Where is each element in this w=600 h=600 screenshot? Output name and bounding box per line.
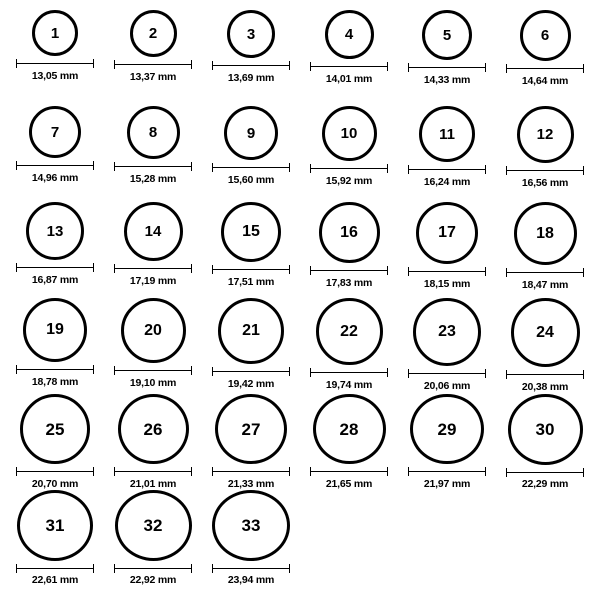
dimension-bar xyxy=(408,467,486,476)
ring-size-number: 26 xyxy=(143,419,163,439)
ring-size-cell xyxy=(202,10,300,106)
ring-circle xyxy=(127,106,180,159)
ring-diameter-label: 22,61 mm xyxy=(31,574,79,586)
dimension-line xyxy=(114,568,192,569)
ring-size-number: 12 xyxy=(536,126,554,143)
dimension-line xyxy=(310,168,388,169)
dimension-line xyxy=(212,167,290,168)
ring-size-cell xyxy=(104,394,202,490)
dimension-bar xyxy=(506,468,584,476)
dimension-tick-right xyxy=(93,161,94,170)
ring-size-number: 30 xyxy=(535,419,555,439)
ring-size-number: 16 xyxy=(340,223,358,241)
ring-diameter-label: 15,60 mm xyxy=(227,174,275,186)
dimension-line xyxy=(310,372,388,373)
ring-diameter-label: 18,78 mm xyxy=(31,376,79,388)
dimension-tick-right xyxy=(289,467,290,476)
dimension-bar xyxy=(16,161,94,170)
ring-size-cell xyxy=(300,10,398,106)
ring-size-number: 31 xyxy=(45,515,65,535)
dimension-tick-right xyxy=(485,369,486,378)
ring-diameter-label: 21,33 mm xyxy=(227,478,275,490)
ring-circle xyxy=(29,106,81,158)
dimension-line xyxy=(408,471,486,472)
ring-size-number: 33 xyxy=(241,515,261,535)
dimension-bar xyxy=(310,62,388,71)
ring-size-number: 1 xyxy=(50,24,60,42)
ring-size-cell xyxy=(496,394,594,490)
ring-circle xyxy=(517,106,574,163)
dimension-line xyxy=(212,471,290,472)
ring-circle xyxy=(130,10,177,57)
dimension-line xyxy=(506,374,584,375)
ring-size-number: 2 xyxy=(148,25,158,42)
dimension-line xyxy=(16,267,94,268)
dimension-bar xyxy=(212,467,290,476)
ring-size-cell xyxy=(202,106,300,202)
ring-diameter-label: 15,92 mm xyxy=(325,175,373,187)
ring-size-number: 29 xyxy=(437,419,457,439)
ring-circle xyxy=(215,394,287,464)
ring-size-cell xyxy=(202,202,300,298)
ring-diameter-label: 23,94 mm xyxy=(227,574,275,586)
ring-size-number: 32 xyxy=(143,515,163,535)
dimension-tick-right xyxy=(289,265,290,274)
ring-diameter-label: 18,15 mm xyxy=(423,278,471,290)
ring-circle xyxy=(313,394,386,464)
ring-size-number: 15 xyxy=(242,223,260,240)
ring-size-number: 8 xyxy=(148,124,158,141)
ring-diameter-label: 20,38 mm xyxy=(521,381,569,393)
dimension-bar xyxy=(506,64,584,73)
dimension-line xyxy=(114,166,192,167)
dimension-tick-right xyxy=(191,162,192,171)
dimension-bar xyxy=(114,162,192,171)
dimension-bar xyxy=(16,564,94,572)
ring-circle xyxy=(316,298,383,365)
ring-diameter-label: 13,05 mm xyxy=(31,70,79,82)
dimension-line xyxy=(16,63,94,64)
ring-size-number: 17 xyxy=(438,224,456,241)
ring-circle xyxy=(212,490,290,561)
dimension-line xyxy=(506,472,584,473)
ring-size-grid xyxy=(6,10,594,586)
ring-diameter-label: 14,64 mm xyxy=(521,75,569,87)
dimension-tick-right xyxy=(485,267,486,276)
dimension-line xyxy=(310,471,388,472)
dimension-tick-right xyxy=(93,564,94,573)
ring-diameter-label: 18,47 mm xyxy=(521,279,569,291)
ring-diameter-label: 22,29 mm xyxy=(521,478,569,490)
dimension-line xyxy=(212,269,290,270)
ring-size-cell xyxy=(6,490,104,586)
ring-diameter-label: 19,74 mm xyxy=(325,379,373,391)
ring-size-number: 6 xyxy=(540,27,550,44)
dimension-bar xyxy=(506,370,584,379)
ring-size-cell xyxy=(300,298,398,394)
ring-size-number: 21 xyxy=(242,322,260,339)
ring-size-cell xyxy=(300,106,398,202)
dimension-tick-right xyxy=(289,163,290,172)
ring-diameter-label: 13,69 mm xyxy=(227,72,275,84)
ring-size-cell xyxy=(496,10,594,106)
dimension-tick-right xyxy=(387,164,388,173)
dimension-tick-right xyxy=(191,60,192,69)
dimension-line xyxy=(114,370,192,371)
dimension-line xyxy=(506,272,584,273)
ring-circle xyxy=(224,106,278,160)
ring-circle xyxy=(115,490,192,561)
ring-diameter-label: 20,70 mm xyxy=(31,478,79,490)
ring-circle xyxy=(118,394,189,464)
ring-diameter-label: 21,97 mm xyxy=(423,478,471,490)
ring-size-cell xyxy=(6,106,104,202)
dimension-bar xyxy=(310,467,388,476)
dimension-bar xyxy=(212,265,290,274)
ring-diameter-label: 14,01 mm xyxy=(325,73,373,85)
ring-size-cell xyxy=(6,10,104,106)
ring-circle xyxy=(17,490,93,561)
dimension-tick-right xyxy=(93,365,94,374)
ring-diameter-label: 22,92 mm xyxy=(129,574,177,586)
ring-circle xyxy=(218,298,284,364)
dimension-line xyxy=(310,270,388,271)
ring-size-cell xyxy=(104,10,202,106)
ring-size-cell xyxy=(104,106,202,202)
dimension-tick-right xyxy=(485,63,486,72)
ring-circle xyxy=(23,298,87,362)
ring-size-number: 11 xyxy=(439,125,455,143)
dimension-bar xyxy=(114,60,192,69)
ring-circle xyxy=(416,202,478,264)
dimension-tick-right xyxy=(191,264,192,273)
ring-size-cell xyxy=(6,202,104,298)
dimension-bar xyxy=(114,467,192,476)
ring-circle xyxy=(520,10,571,61)
dimension-line xyxy=(212,65,290,66)
dimension-line xyxy=(16,471,94,472)
ring-circle xyxy=(319,202,380,263)
dimension-tick-right xyxy=(583,468,584,477)
ring-diameter-label: 16,56 mm xyxy=(521,177,569,189)
ring-size-cell xyxy=(202,394,300,490)
dimension-bar xyxy=(408,267,486,276)
ring-size-number: 10 xyxy=(340,125,358,142)
dimension-tick-right xyxy=(583,64,584,73)
ring-size-number: 13 xyxy=(46,222,64,240)
ring-diameter-label: 17,51 mm xyxy=(227,276,275,288)
ring-diameter-label: 17,83 mm xyxy=(325,277,373,289)
ring-size-cell xyxy=(398,394,496,490)
dimension-line xyxy=(310,66,388,67)
dimension-tick-right xyxy=(93,59,94,68)
ring-size-cell xyxy=(300,202,398,298)
dimension-line xyxy=(212,371,290,372)
dimension-line xyxy=(408,373,486,374)
ring-size-cell xyxy=(202,490,300,586)
dimension-bar xyxy=(310,368,388,377)
dimension-bar xyxy=(408,369,486,378)
dimension-line xyxy=(114,268,192,269)
ring-circle xyxy=(514,202,577,265)
dimension-tick-right xyxy=(93,263,94,272)
ring-circle xyxy=(32,10,78,56)
dimension-bar xyxy=(16,59,94,68)
ring-diameter-label: 19,10 mm xyxy=(129,377,177,389)
dimension-tick-right xyxy=(387,368,388,377)
dimension-tick-right xyxy=(289,367,290,376)
ring-size-cell xyxy=(496,202,594,298)
ring-size-cell xyxy=(104,298,202,394)
dimension-bar xyxy=(310,164,388,173)
dimension-bar xyxy=(310,266,388,275)
ring-size-cell xyxy=(398,202,496,298)
ring-diameter-label: 21,65 mm xyxy=(325,478,373,490)
ring-circle xyxy=(508,394,583,465)
ring-diameter-label: 17,19 mm xyxy=(129,275,177,287)
dimension-bar xyxy=(506,166,584,175)
ring-size-cell xyxy=(6,298,104,394)
dimension-bar xyxy=(408,63,486,72)
dimension-bar xyxy=(16,263,94,272)
dimension-tick-right xyxy=(191,564,192,573)
dimension-tick-right xyxy=(387,62,388,71)
ring-circle xyxy=(227,10,275,58)
dimension-tick-right xyxy=(485,467,486,476)
ring-size-number: 9 xyxy=(246,124,256,142)
dimension-line xyxy=(212,568,290,569)
ring-diameter-label: 13,37 mm xyxy=(129,71,177,83)
ring-circle xyxy=(410,394,484,464)
ring-size-cell xyxy=(398,10,496,106)
ring-circle xyxy=(121,298,186,363)
ring-circle xyxy=(322,106,377,161)
ring-diameter-label: 19,42 mm xyxy=(227,378,275,390)
dimension-bar xyxy=(212,61,290,70)
ring-size-number: 5 xyxy=(442,26,452,44)
dimension-line xyxy=(16,369,94,370)
dimension-line xyxy=(506,68,584,69)
dimension-tick-right xyxy=(583,268,584,277)
dimension-bar xyxy=(212,163,290,172)
ring-circle xyxy=(221,202,281,262)
ring-diameter-label: 20,06 mm xyxy=(423,380,471,392)
dimension-tick-right xyxy=(387,467,388,476)
dimension-tick-right xyxy=(583,166,584,175)
dimension-bar xyxy=(114,264,192,273)
ring-circle xyxy=(325,10,374,59)
dimension-tick-right xyxy=(387,266,388,275)
dimension-line xyxy=(408,169,486,170)
ring-size-cell xyxy=(496,298,594,394)
dimension-bar xyxy=(212,367,290,376)
ring-circle xyxy=(422,10,472,60)
ring-size-cell xyxy=(104,490,202,586)
ring-size-number: 19 xyxy=(46,321,64,338)
ring-size-number: 24 xyxy=(536,323,554,341)
ring-circle xyxy=(124,202,183,261)
ring-size-cell xyxy=(398,298,496,394)
dimension-line xyxy=(16,165,94,166)
dimension-line xyxy=(506,170,584,171)
dimension-bar xyxy=(16,365,94,374)
ring-size-cell xyxy=(300,394,398,490)
dimension-bar xyxy=(212,564,290,572)
ring-diameter-label: 21,01 mm xyxy=(129,478,177,490)
dimension-line xyxy=(408,67,486,68)
dimension-tick-right xyxy=(289,61,290,70)
dimension-tick-right xyxy=(485,165,486,174)
ring-circle xyxy=(26,202,84,260)
ring-size-cell xyxy=(6,394,104,490)
dimension-tick-right xyxy=(93,467,94,476)
ring-size-number: 25 xyxy=(45,419,65,439)
dimension-tick-right xyxy=(583,370,584,379)
ring-size-number: 18 xyxy=(536,224,554,242)
ring-diameter-label: 16,87 mm xyxy=(31,274,79,286)
ring-size-cell xyxy=(398,106,496,202)
dimension-tick-right xyxy=(191,366,192,375)
dimension-line xyxy=(114,64,192,65)
dimension-line xyxy=(114,471,192,472)
ring-size-number: 28 xyxy=(339,419,359,439)
ring-size-cell xyxy=(202,298,300,394)
dimension-bar xyxy=(506,268,584,277)
ring-circle xyxy=(20,394,90,464)
dimension-line xyxy=(16,568,94,569)
ring-size-number: 27 xyxy=(241,419,261,439)
ring-diameter-label: 14,96 mm xyxy=(31,172,79,184)
dimension-bar xyxy=(114,366,192,375)
ring-diameter-label: 14,33 mm xyxy=(423,74,471,86)
ring-size-number: 3 xyxy=(246,25,256,43)
dimension-bar xyxy=(114,564,192,572)
dimension-bar xyxy=(16,467,94,476)
ring-circle xyxy=(419,106,475,162)
dimension-tick-right xyxy=(289,564,290,573)
ring-circle xyxy=(413,298,481,366)
ring-diameter-label: 15,28 mm xyxy=(129,173,177,185)
dimension-line xyxy=(408,271,486,272)
ring-diameter-label: 16,24 mm xyxy=(423,176,471,188)
ring-size-number: 14 xyxy=(144,223,162,240)
ring-size-cell xyxy=(104,202,202,298)
ring-size-number: 22 xyxy=(340,322,358,340)
ring-size-number: 7 xyxy=(50,123,60,141)
ring-size-number: 20 xyxy=(144,321,162,339)
dimension-tick-right xyxy=(191,467,192,476)
dimension-bar xyxy=(408,165,486,174)
ring-circle xyxy=(511,298,580,367)
ring-size-number: 4 xyxy=(344,26,354,43)
ring-size-cell xyxy=(496,106,594,202)
ring-size-number: 23 xyxy=(438,323,456,340)
